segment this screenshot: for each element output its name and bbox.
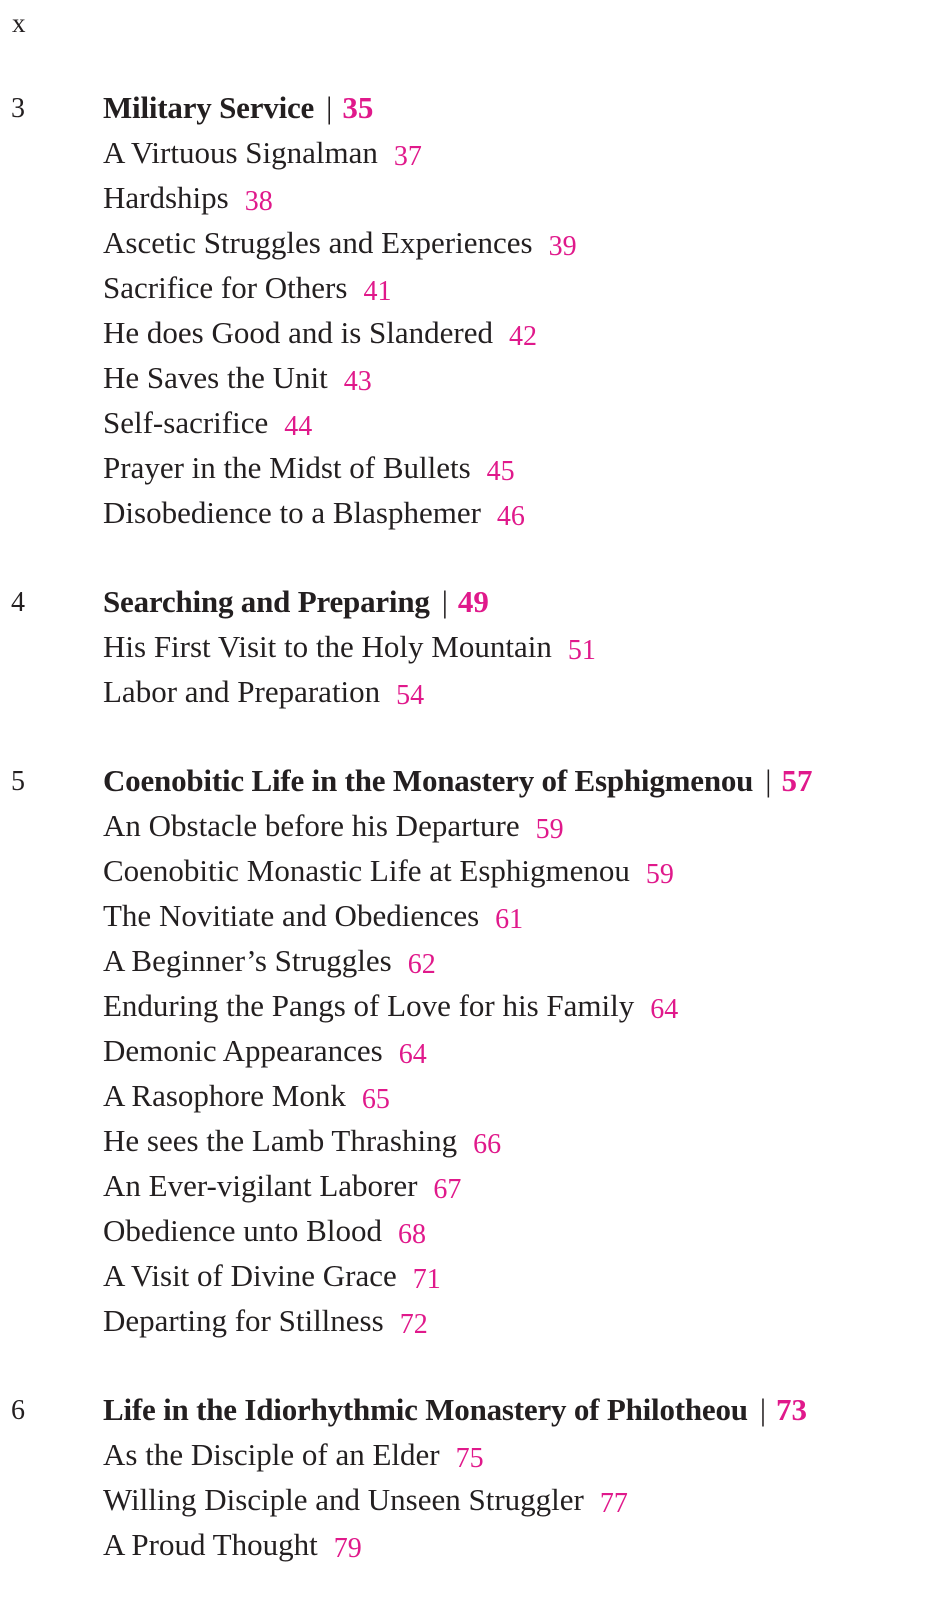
entry-page-number: 65 [361,1084,390,1115]
entry-title: A Proud Thought [103,1527,318,1562]
chapter-heading[interactable] [103,85,947,130]
toc-entry[interactable] [103,624,947,669]
entry-page-number: 38 [244,186,273,217]
entry-page-number: 79 [333,1533,362,1564]
entry-title: Disobedience to a Blasphemer [103,495,481,530]
chapter-heading[interactable] [103,1387,947,1432]
entry-page-number: 77 [599,1488,628,1519]
entry-title: Labor and Preparation [103,674,381,709]
entry-page-number: 61 [495,904,524,935]
entry-page-number: 67 [433,1174,462,1205]
chapter-6 [0,1387,947,1567]
entry-page-number: 46 [496,501,525,532]
chapter-title: Searching and Preparing [103,584,430,619]
entry-page-number: 54 [396,680,425,711]
entry-page-number: 39 [548,231,577,262]
entry-title: As the Disciple of an Elder [103,1437,440,1472]
toc-entry[interactable] [103,1028,947,1073]
chapter-heading[interactable] [103,758,947,803]
toc-entry[interactable] [103,803,947,848]
toc-entry[interactable] [103,265,947,310]
entry-title: Ascetic Struggles and Experiences [103,225,533,260]
chapter-number: 5 [11,766,25,797]
chapter-5 [0,758,947,1343]
section-list [0,130,947,535]
chapter-title: Life in the Idiorhythmic Monastery of Philotheou [103,1392,748,1427]
entry-page-number: 75 [455,1443,484,1474]
entry-title: His First Visit to the Holy Mountain [103,629,552,664]
table-of-contents [0,85,947,1611]
entry-title: The Novitiate and Obediences [103,898,480,933]
entry-title: Sacrifice for Others [103,270,348,305]
entry-title: He sees the Lamb Thrashing [103,1123,458,1158]
entry-page-number: 43 [343,366,372,397]
toc-entry[interactable] [103,355,947,400]
entry-title: An Ever-vigilant Laborer [103,1168,418,1203]
toc-entry[interactable] [103,669,947,714]
title-separator: | [759,1392,767,1427]
toc-entry[interactable] [103,1163,947,1208]
toc-entry[interactable] [103,445,947,490]
entry-page-number: 64 [650,994,679,1025]
entry-page-number: 51 [567,635,596,666]
toc-entry[interactable] [103,1522,947,1567]
section-list [0,1432,947,1567]
toc-entry[interactable] [103,220,947,265]
toc-entry[interactable] [103,893,947,938]
entry-title: He does Good and is Slandered [103,315,493,350]
section-list [0,803,947,1343]
chapter-heading[interactable] [103,579,947,624]
entry-page-number: 72 [399,1309,428,1340]
toc-entry[interactable] [103,400,947,445]
section-list [0,624,947,714]
toc-entry[interactable] [103,1477,947,1522]
entry-page-number: 59 [535,814,564,845]
entry-page-number: 41 [363,276,392,307]
entry-page-number: 66 [473,1129,502,1160]
entry-title: Willing Disciple and Unseen Struggler [103,1482,584,1517]
toc-entry[interactable] [103,1073,947,1118]
entry-title: Enduring the Pangs of Love for his Family [103,988,635,1023]
entry-title: A Rasophore Monk [103,1078,346,1113]
chapter-3 [0,85,947,535]
chapter-title: Coenobitic Life in the Monastery of Esphigmenou [103,763,754,798]
chapter-title: Military Service [103,90,315,125]
entry-title: Prayer in the Midst of Bullets [103,450,471,485]
chapter-page-number: 57 [781,763,813,798]
entry-title: A Visit of Divine Grace [103,1258,397,1293]
entry-page-number: 37 [393,141,422,172]
toc-entry[interactable] [103,1208,947,1253]
toc-entry[interactable] [103,1432,947,1477]
entry-page-number: 59 [645,859,674,890]
entry-page-number: 64 [398,1039,427,1070]
entry-title: Self-sacrifice [103,405,269,440]
chapter-number: 3 [11,93,25,124]
chapter-number: 4 [11,587,25,618]
title-separator: | [326,90,333,125]
title-separator: | [765,763,772,798]
toc-entry[interactable] [103,1298,947,1343]
entry-page-number: 68 [397,1219,426,1250]
page-folio: x [12,8,26,38]
entry-page-number: 42 [509,321,537,352]
entry-title: Demonic Appearances [103,1033,383,1068]
toc-entry[interactable] [103,175,947,220]
entry-page-number: 45 [486,456,515,487]
entry-page-number: 71 [412,1264,441,1295]
entry-title: Obedience unto Blood [103,1213,382,1248]
entry-title: A Virtuous Signalman [103,135,378,170]
entry-title: Coenobitic Monastic Life at Esphigmenou [103,853,630,888]
toc-entry[interactable] [103,490,947,535]
chapter-number: 6 [11,1395,25,1426]
title-separator: | [441,584,448,619]
chapter-4 [0,579,947,714]
entry-title: Departing for Stillness [103,1303,384,1338]
entry-title: A Beginner’s Struggles [103,943,392,978]
entry-title: Hardships [103,180,229,215]
toc-entry[interactable] [103,848,947,893]
toc-entry[interactable] [103,310,947,355]
toc-entry[interactable] [103,1253,947,1298]
entry-title: An Obstacle before his Departure [103,808,520,843]
toc-entry[interactable] [103,983,947,1028]
entry-title: He Saves the Unit [103,360,328,395]
chapter-page-number: 73 [776,1392,808,1427]
chapter-page-number: 35 [342,90,374,125]
toc-entry[interactable] [103,130,947,175]
chapter-page-number: 49 [457,584,489,619]
toc-entry[interactable] [103,938,947,983]
toc-entry[interactable] [103,1118,947,1163]
entry-page-number: 44 [284,411,313,442]
entry-page-number: 62 [407,949,436,980]
